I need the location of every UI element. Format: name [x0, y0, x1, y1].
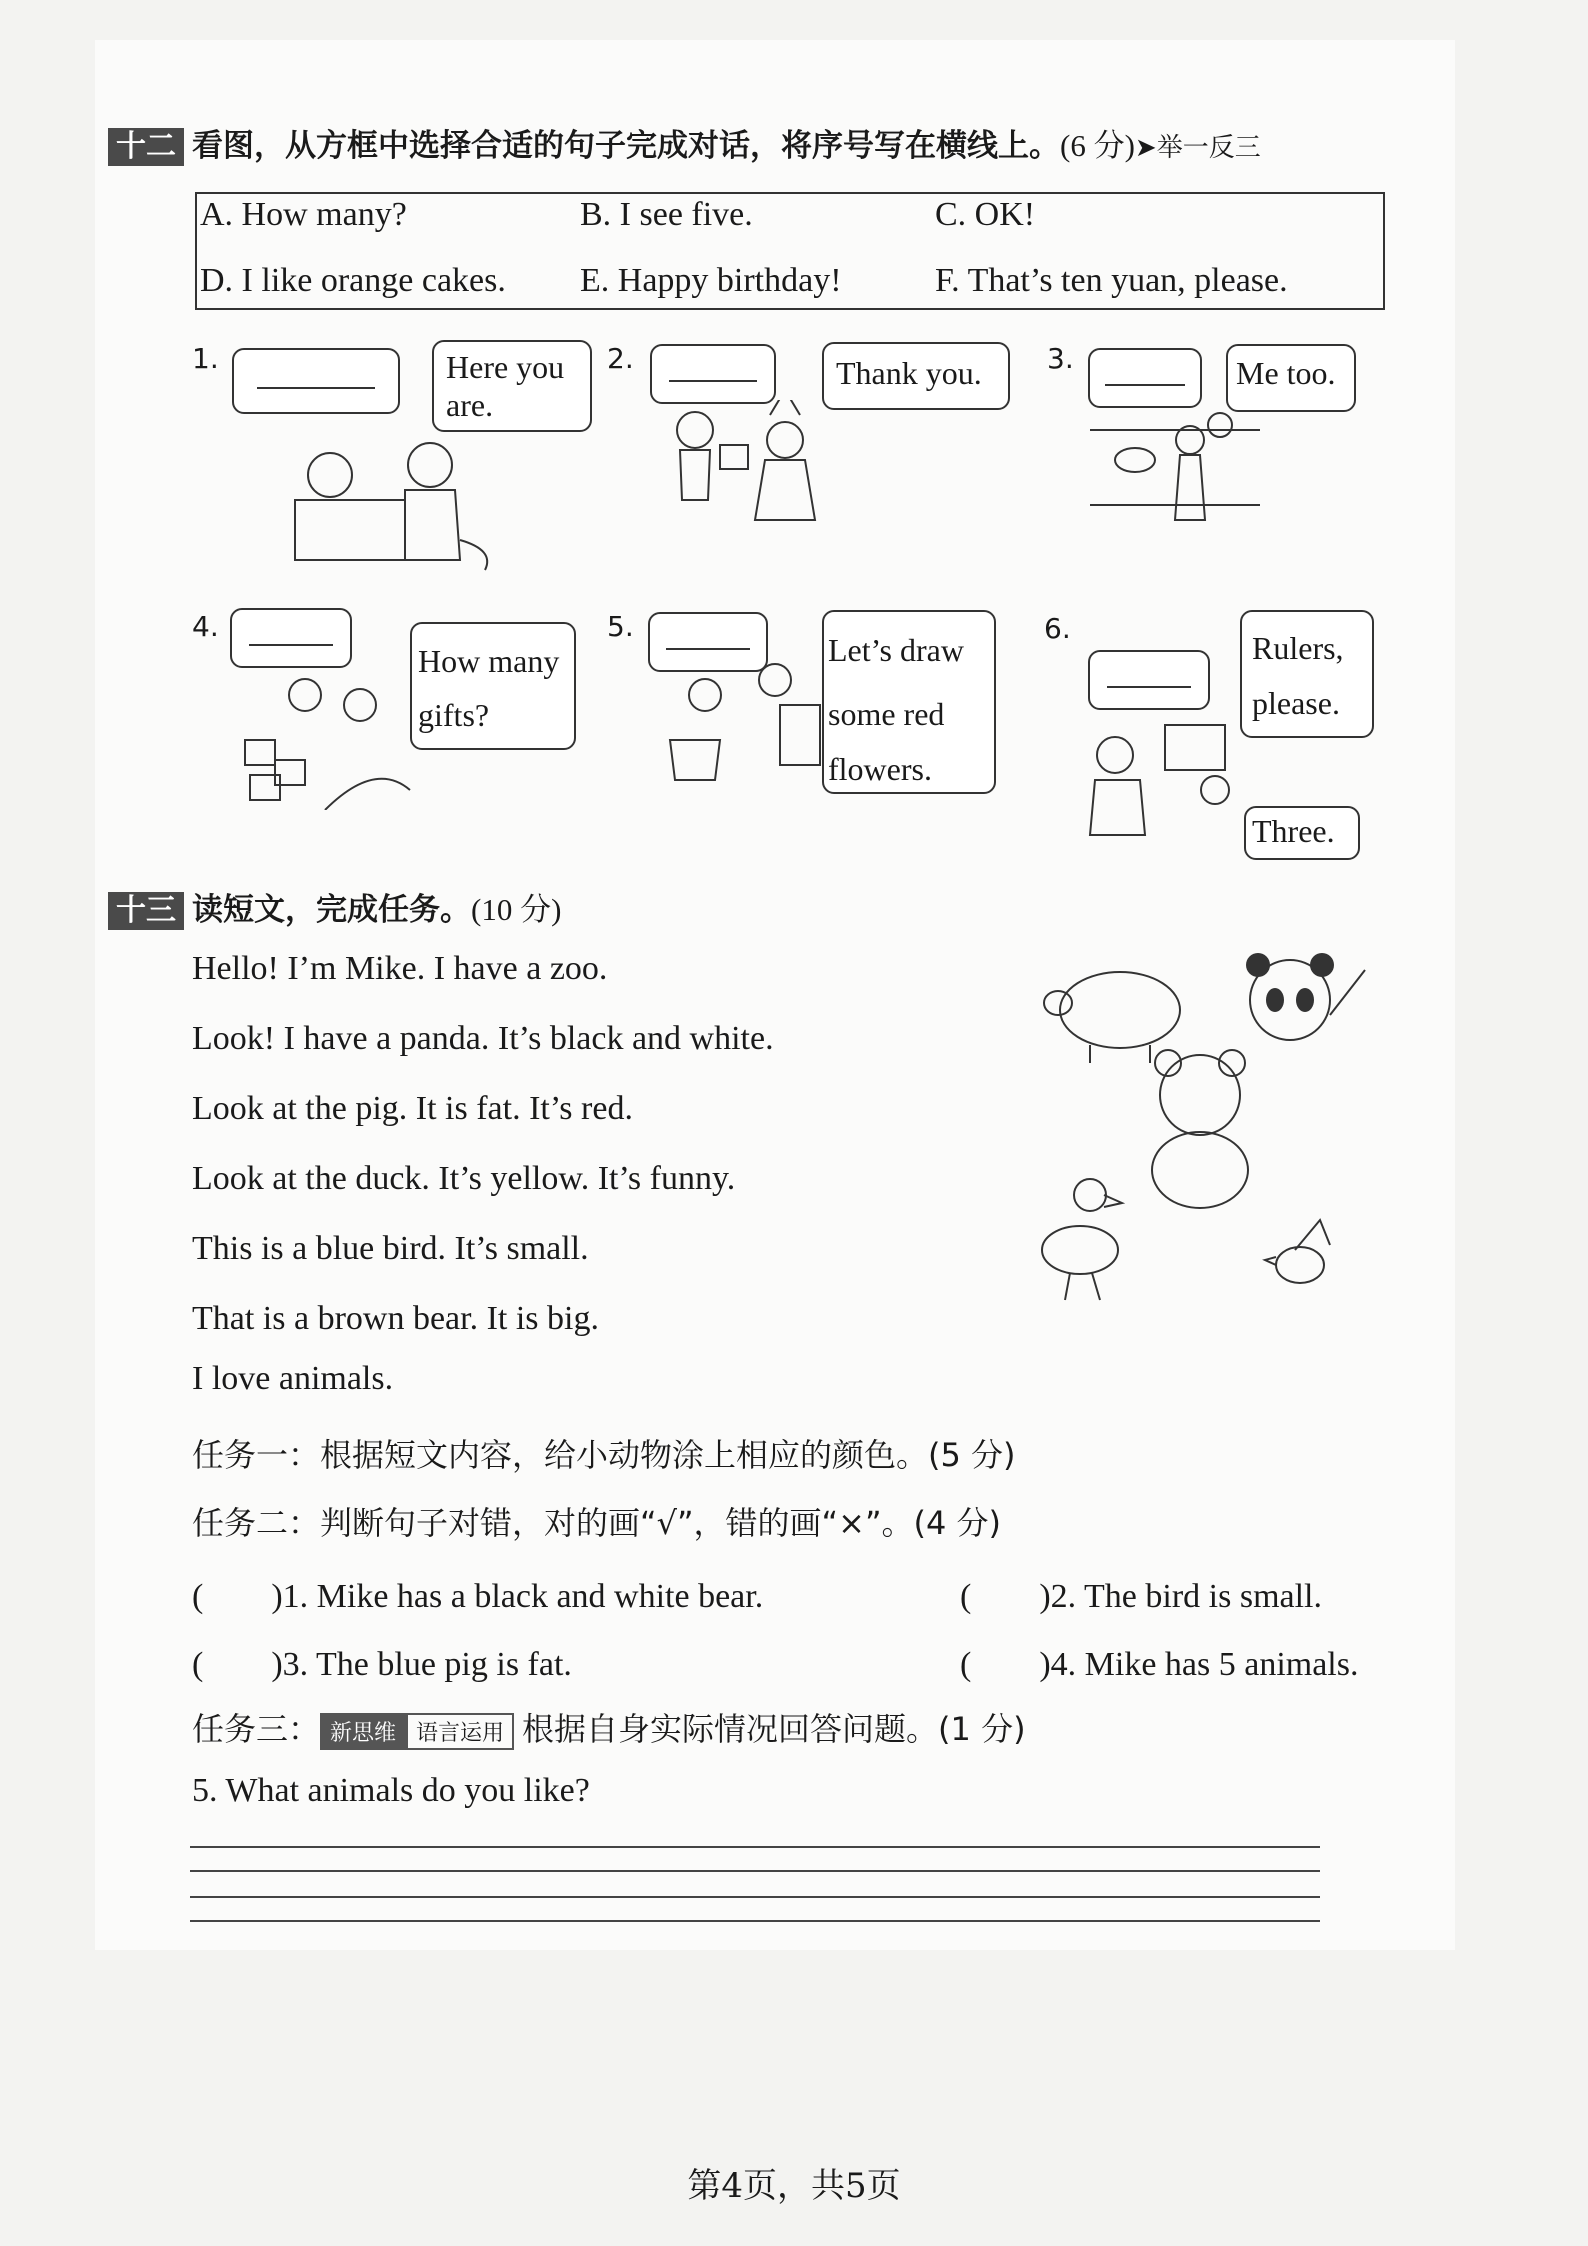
- item-4-number: 4.: [192, 610, 219, 643]
- answer-line-2[interactable]: [190, 1870, 1320, 1872]
- item-5-reply-line-3: flowers.: [828, 751, 932, 787]
- section-12-badge: 十二: [108, 128, 184, 166]
- item-1-reply-line-1: Here you: [446, 349, 565, 385]
- item-5-reply-line-1: Let’s draw: [828, 632, 964, 668]
- section-12-header: [108, 120, 1261, 166]
- item-3-answer-bubble[interactable]: [1088, 348, 1202, 408]
- answer-blank[interactable]: [249, 644, 334, 646]
- item-4-answer-bubble[interactable]: [230, 608, 352, 668]
- item-2-reply-text: Thank you.: [836, 355, 982, 391]
- bird-drawing[interactable]: [1265, 1220, 1330, 1283]
- item-6-reply2-text: Three.: [1252, 813, 1335, 849]
- answer-blank[interactable]: [1105, 384, 1184, 386]
- section-12-tag: ➤举一反三: [1134, 133, 1261, 163]
- page-footer: 第4页，共5页: [687, 2166, 901, 2206]
- item-6-shop-illustration: [1085, 710, 1245, 840]
- passage-line-5: This is a blue bird. It’s small.: [192, 1230, 589, 1267]
- item-2-birthday-illustration: [660, 400, 860, 540]
- panda-drawing[interactable]: [1246, 953, 1365, 1040]
- item-1-answer-bubble[interactable]: [232, 348, 400, 414]
- section-13-title: 读短文，完成任务。: [192, 892, 471, 928]
- answer-blank[interactable]: [1107, 686, 1192, 688]
- answer-blank[interactable]: [666, 648, 750, 650]
- duck-drawing[interactable]: [1042, 1179, 1122, 1300]
- judge-item-2[interactable]: ( )2. The bird is small.: [960, 1578, 1322, 1615]
- passage-line-7: I love animals.: [192, 1360, 394, 1397]
- option-b: B. I see five.: [580, 196, 753, 233]
- section-12-title: 看图，从方框中选择合适的句子完成对话，将序号写在横线上。: [192, 128, 1060, 164]
- option-d: D. I like orange cakes.: [200, 262, 506, 299]
- answer-line-3[interactable]: [190, 1896, 1320, 1898]
- section-12-score: (6 分): [1060, 128, 1135, 163]
- bear-drawing[interactable]: [1152, 1050, 1248, 1208]
- section-13-score: (10 分): [471, 892, 562, 927]
- item-4-reply-line-1: How many: [418, 643, 560, 679]
- item-2-number: 2.: [607, 342, 634, 375]
- section-13-header: [108, 884, 561, 930]
- item-3-number: 3.: [1047, 342, 1074, 375]
- task-3: [192, 1704, 1026, 1750]
- task-3-text: 根据自身实际情况回答问题。(1 分): [522, 1710, 1026, 1748]
- item-5-reply-line-2: some red: [828, 696, 945, 732]
- item-3-reply-text: Me too.: [1236, 355, 1336, 391]
- new-thinking-tag: 新思维: [320, 1713, 406, 1750]
- item-3-bakery-illustration: [1090, 410, 1270, 540]
- task-2: 任务二：判断句子对错，对的画“√”，错的画“×”。(4 分): [192, 1504, 1002, 1542]
- section-13-badge: 十三: [108, 892, 184, 930]
- animals-illustration[interactable]: [1020, 945, 1390, 1315]
- language-use-tag: 语言运用: [406, 1713, 514, 1750]
- passage-line-3: Look at the pig. It is fat. It’s red.: [192, 1090, 633, 1127]
- answer-blank[interactable]: [669, 380, 757, 382]
- item-4-reply-line-2: gifts?: [418, 697, 490, 733]
- item-1-number: 1.: [192, 342, 219, 375]
- item-6-answer-bubble[interactable]: [1088, 650, 1210, 710]
- option-c: C. OK!: [935, 196, 1036, 233]
- option-e: E. Happy birthday!: [580, 262, 842, 299]
- answer-line-4[interactable]: [190, 1920, 1320, 1922]
- item-6-number: 6.: [1044, 612, 1071, 645]
- option-f: F. That’s ten yuan, please.: [935, 262, 1288, 299]
- question-5: 5. What animals do you like?: [192, 1772, 590, 1809]
- passage-line-4: Look at the duck. It’s yellow. It’s funny.: [192, 1160, 736, 1197]
- answer-blank[interactable]: [257, 387, 375, 389]
- item-1-reply-line-2: are.: [446, 387, 494, 423]
- pig-drawing[interactable]: [1044, 972, 1180, 1063]
- passage-line-2: Look! I have a panda. It’s black and white.: [192, 1020, 774, 1057]
- judge-item-3[interactable]: ( )3. The blue pig is fat.: [192, 1646, 572, 1683]
- item-5-drawing-illustration: [660, 660, 830, 790]
- item-6-reply-line-2: please.: [1252, 685, 1340, 721]
- item-2-answer-bubble[interactable]: [650, 344, 776, 404]
- option-a: A. How many?: [200, 196, 407, 233]
- item-4-gifts-illustration: [235, 670, 415, 810]
- task-1: 任务一：根据短文内容，给小动物涂上相应的颜色。(5 分): [192, 1436, 1016, 1474]
- item-1-shop-illustration: [285, 430, 515, 580]
- passage-line-6: That is a brown bear. It is big.: [192, 1300, 599, 1337]
- task-3-label: 任务三：: [192, 1710, 321, 1748]
- judge-item-4[interactable]: ( )4. Mike has 5 animals.: [960, 1646, 1359, 1683]
- answer-line-1[interactable]: [190, 1846, 1320, 1848]
- item-6-reply-line-1: Rulers,: [1252, 630, 1344, 666]
- passage-line-1: Hello! I’m Mike. I have a zoo.: [192, 950, 608, 987]
- judge-item-1[interactable]: ( )1. Mike has a black and white bear.: [192, 1578, 764, 1615]
- item-5-number: 5.: [607, 610, 634, 643]
